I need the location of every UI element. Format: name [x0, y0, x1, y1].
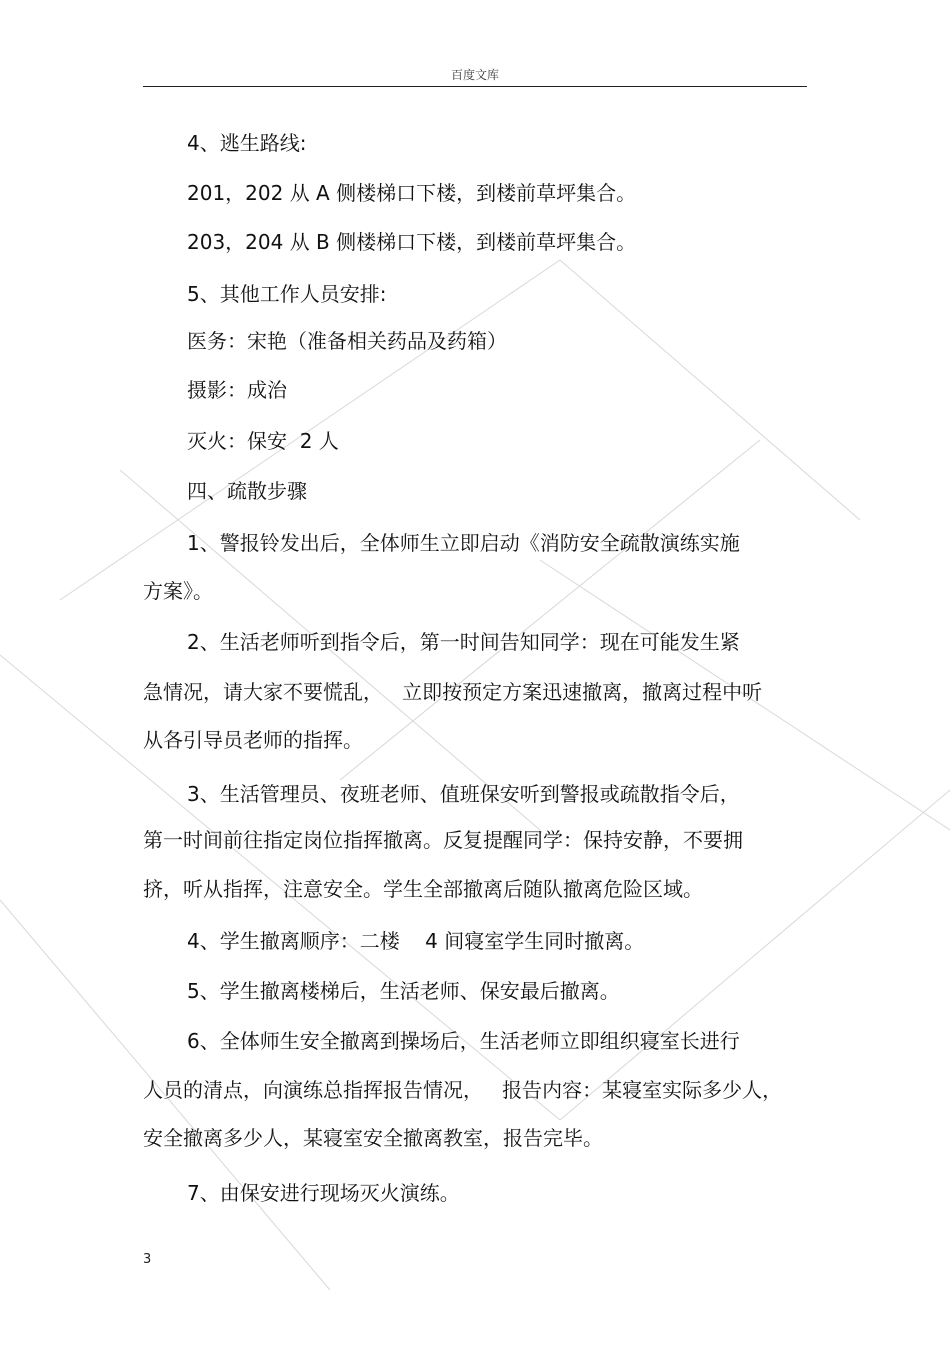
other-staff-heading: 5、其他工作人员安排: — [187, 282, 387, 306]
step-1-line-1: 1、警报铃发出后，全体师生立即启动《消防安全疏散演练实施 — [187, 531, 740, 555]
step-3-line-3: 挤，听从指挥，注意安全。学生全部撤离后随队撤离危险区域。 — [143, 877, 703, 901]
step-2-line-3: 从各引导员老师的指挥。 — [143, 728, 363, 752]
escape-route-203-204: 203，204 从 B 侧楼梯口下楼，到楼前草坪集合。 — [187, 230, 637, 254]
escape-route-201-202: 201，202 从 A 侧楼梯口下楼，到楼前草坪集合。 — [187, 181, 637, 205]
step-4-line: 4、学生撤离顺序：二楼 4 间寝室学生同时撤离。 — [187, 929, 645, 953]
page-number: 3 — [143, 1252, 152, 1267]
photography-staff-line: 摄影：成治 — [187, 378, 287, 402]
step-6-line-1: 6、全体师生安全撤离到操场后，生活老师立即组织寝室长进行 — [187, 1029, 740, 1053]
step-2-line-2: 急情况，请大家不要慌乱， 立即按预定方案迅速撤离，撤离过程中听 — [143, 680, 763, 704]
step-6-line-3: 安全撤离多少人，某寝室安全撤离教室，报告完毕。 — [143, 1126, 603, 1150]
step-5-line: 5、学生撤离楼梯后，生活老师、保安最后撤离。 — [187, 979, 620, 1003]
header-divider — [143, 86, 807, 87]
step-6-line-2: 人员的清点，向演练总指挥报告情况， 报告内容：某寝室实际多少人， — [143, 1078, 783, 1102]
evacuation-steps-heading: 四、疏散步骤 — [187, 479, 307, 503]
step-3-line-1: 3、生活管理员、夜班老师、值班保安听到警报或疏散指令后， — [187, 782, 740, 806]
escape-route-heading: 4、逃生路线: — [187, 131, 307, 155]
medical-staff-line: 医务：宋艳（准备相关药品及药箱） — [187, 329, 507, 353]
step-3-line-2: 第一时间前往指定岗位指挥撤离。反复提醒同学：保持安静，不要拥 — [143, 828, 743, 852]
step-1-line-2: 方案》。 — [143, 579, 213, 603]
fire-fighting-staff-line: 灭火：保安 2 人 — [187, 429, 339, 453]
step-2-line-1: 2、生活老师听到指令后，第一时间告知同学：现在可能发生紧 — [187, 630, 740, 654]
header-title: 百度文库 — [450, 68, 499, 82]
step-7-line: 7、由保安进行现场灭火演练。 — [187, 1181, 460, 1205]
